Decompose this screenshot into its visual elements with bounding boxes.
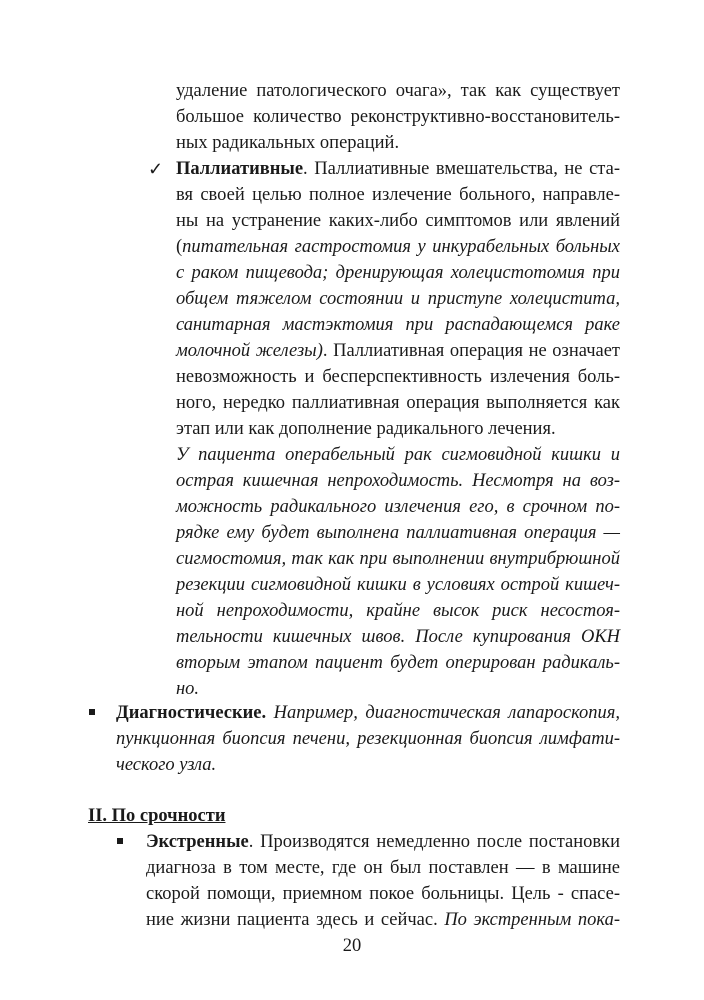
palliative-line-8-text: . Паллиативная операция не означает	[322, 341, 621, 361]
paragraph-line: большое количество реконструктивно-восстановитель-	[176, 107, 620, 127]
example-line: вторым этапом пациент будет оперирован радикаль-	[176, 653, 620, 673]
emergency-line-4-italic: По экстренным пока-	[444, 910, 621, 930]
section-heading: II. По срочности	[88, 806, 226, 826]
palliative-italic-line: санитарная мастэктомия при распадающемся раке	[176, 315, 620, 335]
example-line: но.	[176, 679, 200, 699]
diagnostic-line-1	[116, 700, 620, 726]
example-line: сигмостомия, так как при выполнении внутрибрюшной	[176, 549, 620, 569]
palliative-line: ного, нередко паллиативная операция выполняется как	[176, 393, 620, 413]
diagnostic-line-1-text: Например, диагностическая лапароскопия,	[266, 703, 620, 723]
palliative-line-4	[176, 234, 620, 260]
paren-open: (	[176, 237, 183, 257]
emergency-line: скорой помощи, приемном покое больницы. Цель - спасе-	[146, 884, 620, 904]
palliative-italic-line: с раком пищевода; дренирующая холецистотомия при	[176, 263, 620, 283]
diagnostic-line: ческого узла.	[116, 755, 217, 775]
example-line: У пациента операбельный рак сигмовидной кишки и	[176, 445, 620, 465]
square-bullet-icon	[89, 709, 95, 715]
palliative-line-8	[176, 338, 620, 364]
page-number: 20	[342, 936, 362, 956]
paragraph-line: удаление патологического очага», так как существует	[176, 81, 620, 101]
palliative-line: невозможность и бесперспективность излечения боль-	[176, 367, 620, 387]
example-line: острая кишечная непроходимость. Несмотря на воз-	[176, 471, 620, 491]
example-line: ной непроходимости, крайне высок риск несостоя-	[176, 601, 620, 621]
palliative-example-text: питательная гастростомия у инкурабельных больных	[182, 237, 620, 257]
emergency-line-1-text: . Производятся немедленно после постановки	[248, 832, 620, 852]
palliative-line: вя своей целью полное излечение больного, направле-	[176, 185, 620, 205]
example-line: можность радикального излечения его, в срочном по-	[176, 497, 620, 517]
emergency-line-4-text: ние жизни пациента здесь и сейчас.	[146, 910, 445, 930]
example-line: тельности кишечных швов. После купирования ОКН	[176, 627, 620, 647]
palliative-line-1-text: . Паллиативные вмешательства, не ста-	[303, 159, 620, 179]
square-bullet-icon	[117, 838, 123, 844]
paragraph-line: ных радикальных операций.	[176, 133, 400, 153]
palliative-line: ны на устранение каких-либо симптомов или явлений	[176, 211, 620, 231]
palliative-line: этап или как дополнение радикального лечения.	[176, 419, 556, 439]
emergency-line-1	[146, 829, 620, 855]
example-line: резекции сигмовидной кишки в условиях острой кишеч-	[176, 575, 620, 595]
checkmark-icon: ✓	[148, 159, 164, 179]
palliative-line-1	[176, 156, 620, 182]
diagnostic-term: Диагностические.	[116, 703, 267, 723]
emergency-line: диагноза в том месте, где он был поставлен — в машине	[146, 858, 620, 878]
diagnostic-line: пункционная биопсия печени, резекционная биопсия лимфати-	[116, 729, 620, 749]
example-line: рядке ему будет выполнена паллиативная операция —	[176, 523, 620, 543]
emergency-line-4	[146, 907, 620, 933]
palliative-term: Паллиативные	[176, 159, 304, 179]
palliative-italic-end: молочной железы)	[176, 341, 323, 361]
emergency-term: Экстренные	[146, 832, 249, 852]
palliative-italic-line: общем тяжелом состоянии и приступе холецистита,	[176, 289, 620, 309]
